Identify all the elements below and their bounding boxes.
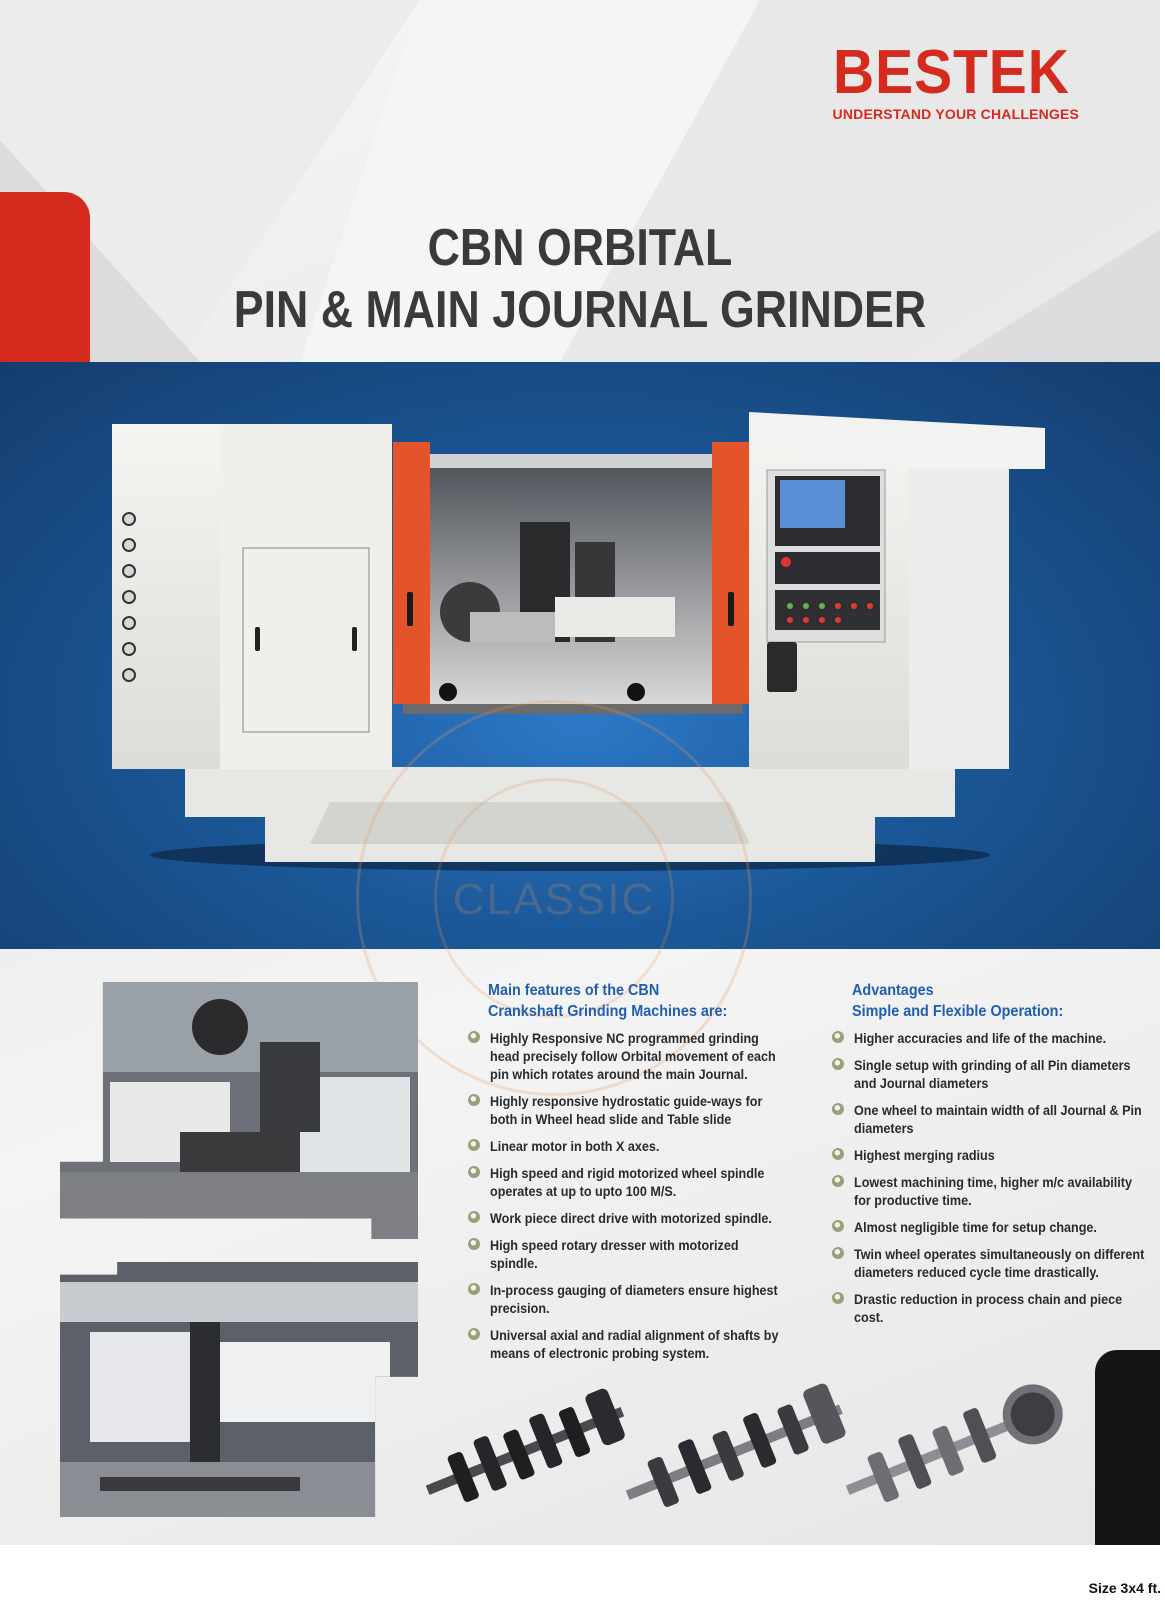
list-item: Highly Responsive NC programmed grinding head precisely follow Orbital movement of each pin which rotates around the main Journal. — [466, 1029, 806, 1083]
list-item: Single setup with grinding of all Pin diameters and Journal diameters — [830, 1056, 1150, 1092]
crankshaft-icon — [836, 1375, 1072, 1517]
machine-interior-photo-2 — [60, 1262, 418, 1517]
bullet-icon — [468, 1238, 480, 1250]
features-heading-1: Main features of the CBN — [488, 982, 660, 999]
bullet-icon — [832, 1058, 844, 1070]
list-item: In-process gauging of diameters ensure highest precision. — [466, 1281, 806, 1317]
crankshaft-icon — [420, 1385, 632, 1515]
door-handle-icon — [352, 627, 357, 651]
list-item: Drastic reduction in process chain and piece cost. — [830, 1290, 1150, 1326]
bullet-icon — [468, 1031, 480, 1043]
list-item: High speed and rigid motorized wheel spindle operates at up to upto 100 M/S. — [466, 1164, 806, 1200]
bestek-logo — [832, 38, 1090, 122]
red-corner-tab — [0, 192, 90, 362]
bullet-icon — [468, 1139, 480, 1151]
logo-tagline: UNDERSTAND YOUR CHALLENGES — [832, 106, 1080, 122]
machine-interior-photo-1 — [60, 982, 418, 1239]
list-item: Linear motor in both X axes. — [466, 1137, 806, 1155]
bullet-icon — [832, 1103, 844, 1115]
advantages-heading-2: Simple and Flexible Operation: — [852, 1003, 1064, 1020]
features-list — [466, 1029, 806, 1371]
list-item: One wheel to maintain width of all Journal & Pin diameters — [830, 1101, 1150, 1137]
bullet-icon — [468, 1283, 480, 1295]
advantages-list — [830, 1029, 1150, 1335]
title-line-2: PIN & MAIN JOURNAL GRINDER — [233, 281, 927, 339]
crankshaft-icon — [616, 1380, 851, 1520]
title-line-1: CBN ORBITAL — [427, 219, 733, 277]
features-heading-2: Crankshaft Grinding Machines are: — [488, 1003, 728, 1020]
door-handle-icon — [255, 627, 260, 651]
bullet-icon — [832, 1148, 844, 1160]
list-item: Lowest machining time, higher m/c availability for productive time. — [830, 1173, 1150, 1209]
bullet-icon — [468, 1094, 480, 1106]
advantages-heading-1: Advantages — [852, 982, 934, 999]
crankshafts-illustration — [420, 1370, 1100, 1520]
black-corner-tab — [1095, 1350, 1160, 1545]
bullet-icon — [468, 1328, 480, 1340]
bullet-icon — [832, 1220, 844, 1232]
bullet-icon — [832, 1247, 844, 1259]
list-item: Highly responsive hydrostatic guide-ways for both in Wheel head slide and Table slide — [466, 1092, 806, 1128]
list-item: Universal axial and radial alignment of shafts by means of electronic probing system. — [466, 1326, 806, 1362]
sample-watermark: CLASSIC — [356, 700, 752, 1096]
bullet-icon — [832, 1175, 844, 1187]
bullet-icon — [832, 1292, 844, 1304]
list-item: High speed rotary dresser with motorized spindle. — [466, 1236, 806, 1272]
list-item: Twin wheel operates simultaneously on different diameters reduced cycle time drastically. — [830, 1245, 1150, 1281]
list-item: Higher accuracies and life of the machine. — [830, 1029, 1150, 1047]
list-item: Highest merging radius — [830, 1146, 1150, 1164]
size-note: Size 3x4 ft. — [1088, 1580, 1161, 1596]
logo-wordmark: BESTEK — [832, 38, 1070, 107]
bullet-icon — [468, 1211, 480, 1223]
bullet-icon — [468, 1166, 480, 1178]
list-item: Almost negligible time for setup change. — [830, 1218, 1150, 1236]
bullet-icon — [832, 1031, 844, 1043]
list-item: Work piece direct drive with motorized spindle. — [466, 1209, 806, 1227]
